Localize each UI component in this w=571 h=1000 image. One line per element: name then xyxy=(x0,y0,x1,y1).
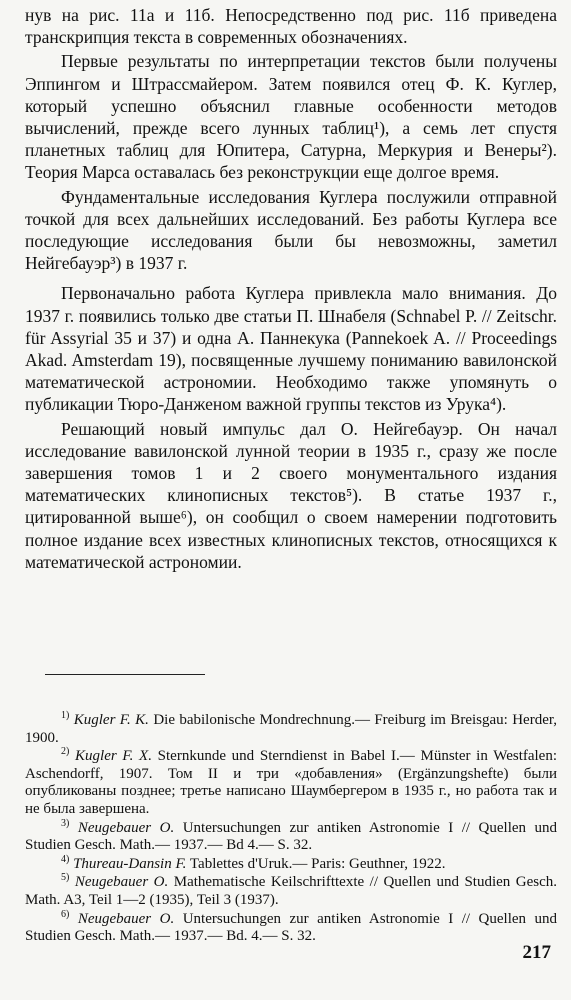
footnote-author: Neugebauer O. xyxy=(77,910,175,927)
footnote-separator xyxy=(45,674,205,675)
footnote-author: Kugler F. K. xyxy=(73,712,149,728)
footnote-text: Die babilonische Mondrechnung.— Freiburg im Breisgau: Herder, 1900. xyxy=(25,712,558,746)
paragraph-first-results: Первые результаты по интерпретации текстов были получены Эппингом и Штрассмайером. Затем появился отец Ф. К. Куглер, который успешно объяснил главные особенности методов вычислений, прежде всего лунных таблиц¹), а семь лет спустя планетных таблиц для Юпитера, Сатурна, Меркурия и Венеры²). Теория Марса оставалась без реконструкции еще долгое время. xyxy=(25,51,557,183)
footnote-mark: 4) xyxy=(61,853,70,865)
paragraph-neugebauer-impulse: Решающий новый импульс дал О. Нейгебауэр. Он начал исследование вавилонской лунной теории в 1935 г., сразу же после завершения томов 1 и 2 своего монументального издания математических клинописных текстов⁵). В статье 1937 г., цитированной выше⁶), он сообщил о своем намерении подготовить полное издание всех известных клинописных текстов, относящихся к математической астрономии. xyxy=(25,418,557,572)
footnote-6 xyxy=(25,908,558,946)
footnote-2 xyxy=(25,748,557,818)
footnote-mark: 6) xyxy=(61,908,70,920)
paragraph-fundamental-research: Фундаментальные исследования Куглера послужили отправной точкой для всех дальнейших исследований. Без работы Куглера все последующие исследования были бы невозможны, заметил Нейгебауэр³) в 1937 г. xyxy=(25,186,557,274)
footnote-mark: 5) xyxy=(61,872,70,884)
footnote-author: Thureau-Dansin F. xyxy=(73,855,187,872)
footnote-5 xyxy=(25,874,557,909)
paragraph-initial-reception: Первоначально работа Куглера привлекла мало внимания. До 1937 г. появились только две статьи П. Шнабеля (Schnabel P. // Zeitschr. für Assyrial 35 и 37) и одна А. Паннекука (Pannekoek A. // Proceedings Akad. Amsterdam 19), посвященные лучшему пониманию вавилонской математической астрономии. Необходимо также упомянуть о публикации Тюро-Данженом важной группы текстов из Урука⁴). xyxy=(25,283,557,415)
footnote-text: Untersuchungen zur antiken Astronomie I // Quellen und Studien Gesch. Math.— 1937.— Bd. 4.— S. 32. xyxy=(25,910,558,945)
footnote-mark: 1) xyxy=(61,710,70,721)
footnote-3 xyxy=(25,817,558,855)
footnote-author: Kugler F. X. xyxy=(75,748,152,765)
footnote-4 xyxy=(25,853,557,874)
footnote-mark: 3) xyxy=(61,817,70,829)
footnote-author: Neugebauer O. xyxy=(77,819,175,836)
footnote-text: Untersuchungen zur antiken Astronomie I // Quellen und Studien Gesch. Math.— 1937.— Bd 4.— S. 32. xyxy=(25,819,558,854)
footnote-1 xyxy=(25,712,557,747)
book-page xyxy=(25,4,557,994)
page-number: 217 xyxy=(522,942,551,963)
paragraph-continuation: нув на рис. 11а и 11б. Непосредственно под рис. 11б приведена транскрипция текста в современных обозначениях. xyxy=(25,5,557,48)
footnote-text: Sternkunde und Sterndienst in Babel I.— Münster in Westfalen: Aschendorff, 1907. Том II и три «добавления» (Ergänzungshefte) были опубликованы позднее; третье написано Шаумбергером в 1935 г., но работа так и не была завершена. xyxy=(25,748,558,817)
main-text xyxy=(25,4,557,573)
footnote-author: Neugebauer O. xyxy=(74,874,169,891)
footnote-mark: 2) xyxy=(61,746,70,758)
footnote-text: Tablettes d'Uruk.— Paris: Geuthner, 1922. xyxy=(189,855,446,872)
footnotes xyxy=(25,712,557,947)
footnote-text: Mathematische Keilschrifttexte // Quellen und Studien Gesch. Math. A3, Teil 1—2 (1935), Teil 3 (1937). xyxy=(25,874,557,908)
